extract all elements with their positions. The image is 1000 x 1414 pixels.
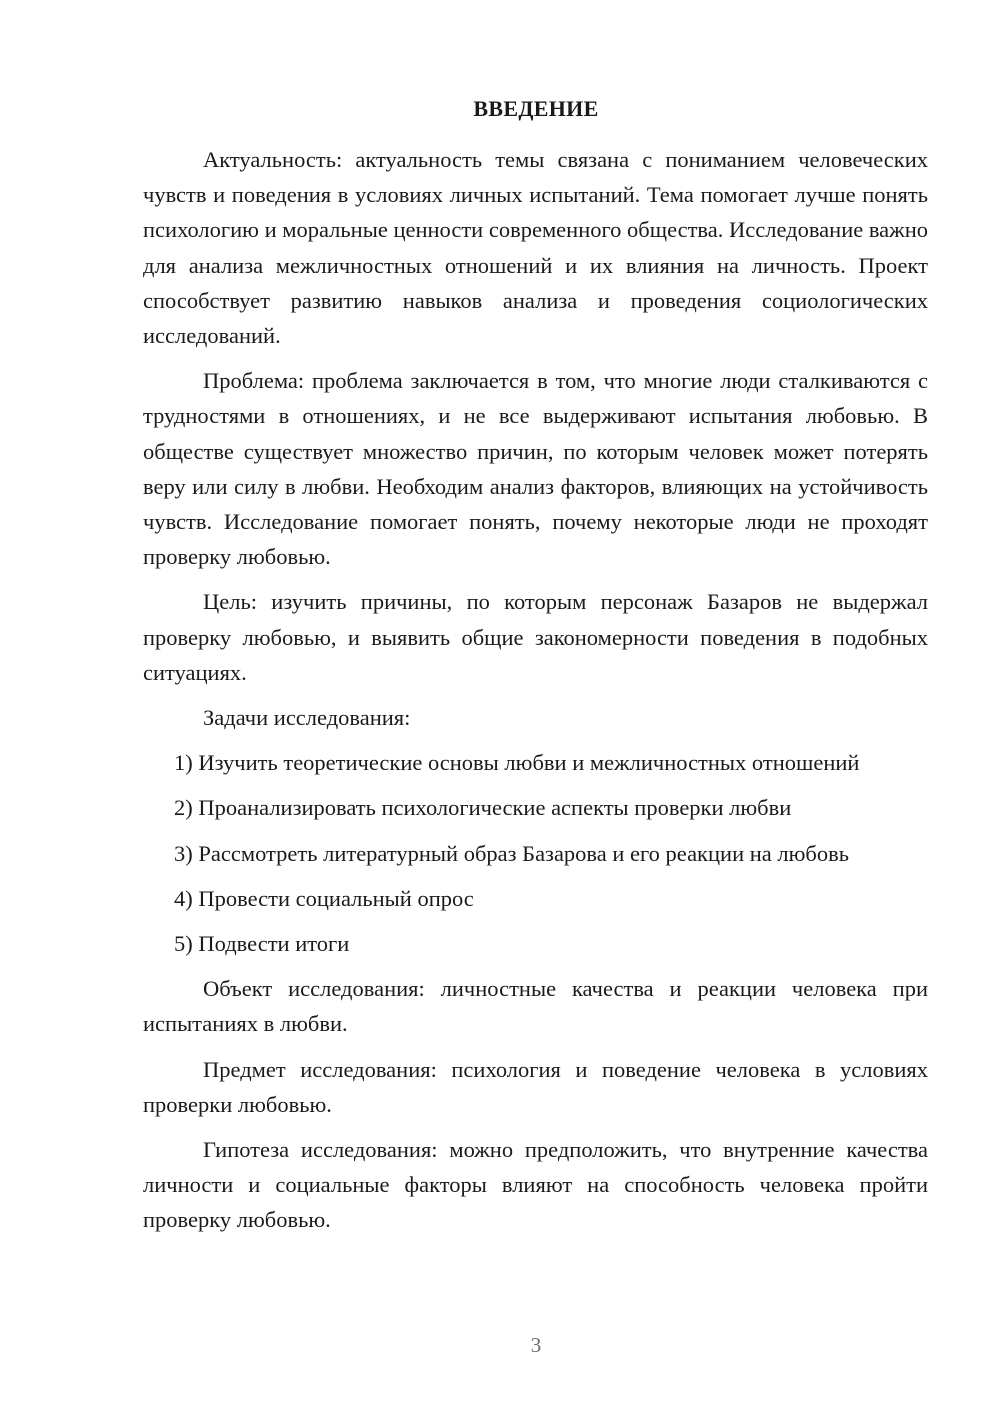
subject-paragraph: Предмет исследования: психология и поведение человека в условиях проверки любовью. [143, 1056, 928, 1117]
task-item: 2) Проанализировать психологические аспекты проверки любви [174, 795, 792, 821]
relevance-paragraph: Актуальность: актуальность темы связана с пониманием человеческих чувств и поведения в условиях личных испытаний. Тема помогает лучше понять психологию и моральные ценности современного общества. Исследование важно для анализа межличностных отношений и их влияния на личность. Проект способствует развитию навыков анализа и проведения социологических исследований. [143, 147, 928, 349]
body-text [143, 142, 928, 1238]
goal-paragraph: Цель: изучить причины, по которым персонаж Базаров не выдержал проверку любовью, и выявить общие закономерности поведения в подобных ситуациях. [143, 589, 928, 685]
task-item: 3) Рассмотреть литературный образ Базарова и его реакции на любовь [174, 840, 850, 866]
hypothesis-paragraph: Гипотеза исследования: можно предположить, что внутренние качества личности и социальные факторы влияют на способность человека пройти проверку любовью. [143, 1137, 928, 1233]
page-number: 3 [530, 1333, 542, 1357]
section-heading: ВВЕДЕНИЕ [473, 96, 599, 121]
object-paragraph: Объект исследования: личностные качества и реакции человека при испытаниях в любви. [143, 976, 928, 1037]
task-item: 1) Изучить теоретические основы любви и межличностных отношений [174, 750, 860, 776]
problem-paragraph: Проблема: проблема заключается в том, что многие люди сталкиваются с трудностями в отношениях, и не все выдерживают испытания любовью. В обществе существует множество причин, по которым человек может потерять веру или силу в любви. Необходим анализ факторов, влияющих на устойчивость чувств. Исследование помогает понять, почему некоторые люди не проходят проверку любовью. [143, 368, 928, 570]
task-item: 5) Подвести итоги [174, 931, 350, 957]
task-item: 4) Провести социальный опрос [174, 885, 474, 911]
tasks-title: Задачи исследования: [203, 705, 411, 731]
